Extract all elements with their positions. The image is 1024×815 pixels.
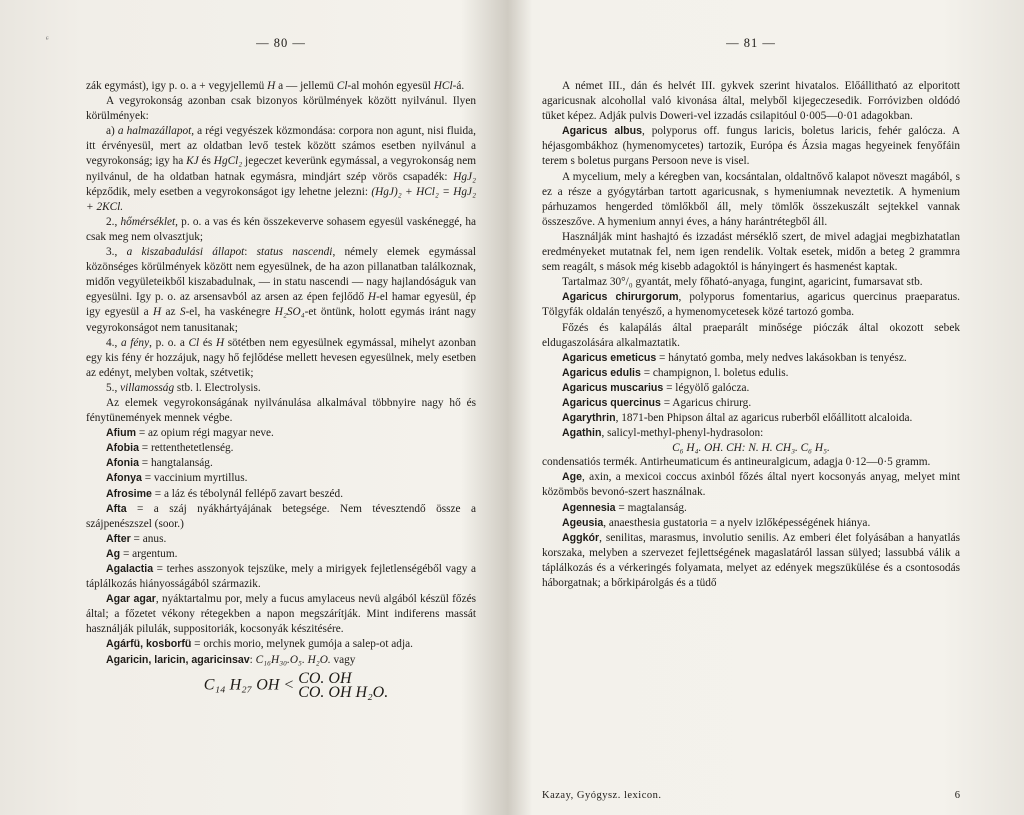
paragraph: Agaricus albus, polyporus off. fungus laricis, boletus laricis, fehér galócza. A héjasgombákhoz (hymenomycetes) tartozik, Európa és Ázsia magas hegyeinek fenyőfáin terem s boletus purgans Persoon neve is visel. bbox=[542, 125, 960, 168]
entry-headword: Afonya bbox=[106, 472, 142, 485]
entry-headword: Agaricus chirurgorum bbox=[562, 291, 679, 304]
entry-headword: Agaricin, laricin, agaricinsav bbox=[106, 653, 250, 666]
entry-headword: Agennesia bbox=[562, 501, 616, 514]
paragraph: Afrosime = a láz és tébolynál fellépő zavart beszéd. bbox=[106, 487, 344, 500]
paragraph: Agennesia = magtalanság. bbox=[562, 501, 687, 514]
signature-mark: Kazay, Gyógysz. lexicon. bbox=[542, 790, 662, 801]
entry-headword: Afobia bbox=[106, 442, 139, 455]
italic-term: H bbox=[215, 336, 225, 349]
italic-term: HCl bbox=[433, 80, 453, 92]
paragraph: Agarythrin, 1871-ben Phipson által az agaricus ruberből előállitott alcaloida. bbox=[562, 412, 913, 425]
entry-headword: Agaricus emeticus bbox=[562, 351, 657, 364]
paragraph: A német III., dán és helvét III. gykvek szerint hivatalos. Előállitható az elporitott agaricusnak alcohollal való kivonása által, melyből kijegeczesedik. Forróvizben oldódó tüket képez. Adják pulvis Doweri-vel izzadás csilapitóul 0·005—0·01 adagokban. bbox=[542, 80, 960, 123]
italic-term: a kiszabadulási állapot bbox=[126, 246, 245, 259]
paragraph: Agaricin, laricin, agaricinsav: C₁₆H₃₀.O₅. H₂O. vagy bbox=[106, 653, 356, 666]
formula-bottom: CO. OH H₂O. bbox=[298, 683, 389, 701]
entry-headword: Agaricus albus bbox=[562, 125, 642, 138]
paragraph: Ag = argentum. bbox=[106, 547, 178, 560]
entry-headword: Agaricus edulis bbox=[562, 366, 641, 379]
entry-headword: Afta bbox=[106, 502, 127, 515]
page-number: — 80 — bbox=[256, 36, 306, 50]
paragraph: Agaricus quercinus = Agaricus chirurg. bbox=[562, 396, 752, 409]
italic-term: villamosság bbox=[120, 381, 175, 394]
entry-headword: Agar agar bbox=[106, 593, 156, 606]
italic-term: a halmazállapot bbox=[117, 125, 192, 138]
paragraph: Afonya = vaccinium myrtillus. bbox=[106, 472, 248, 485]
paragraph: condensatiós termék. Antirheumaticum és antineuralgicum, adagja 0·12—0·5 gramm. bbox=[542, 456, 931, 469]
paragraph: Agárfü, kosborfü = orchis morio, melynek gumója a salep-ot adja. bbox=[106, 638, 413, 651]
paragraph: a) a halmazállapot, a régi vegyészek közmondása: corpora non agunt, nisi fluida, itt érvényesül, mert az oldatban levő testek között számos esetben nyilvánul a vegyrokonság; igy ha KJ és HgCl₂ jegeczet keverünk egymással, a vegyrokonság nem nyilvánul, de ha oldatban hatnak egymásra, mindjárt szép vörös csapadék: HgJ₂ képződik, mely esetben a vegyrokonságot igy lehetne jelezni: (HgJ)₂ + HCl₂ = HgJ₂ + 2KCl. bbox=[86, 125, 476, 213]
italic-term: HgJ₂ bbox=[453, 170, 476, 183]
paragraph: Ageusia, anaesthesia gustatoria = a nyelv izlőképességének hiánya. bbox=[562, 516, 871, 529]
italic-term: Cl bbox=[336, 80, 348, 92]
paragraph: 2., hőmérséklet, p. o. a vas és kén összekeverve sohasem egyesül vaskéneggé, ha csak meg nem olvasztjuk; bbox=[86, 215, 476, 243]
paragraph: Afonia = hangtalanság. bbox=[106, 457, 213, 470]
entry-headword: Ag bbox=[106, 547, 121, 560]
entry-headword: Ageusia bbox=[562, 516, 604, 529]
right-page bbox=[520, 0, 1024, 815]
paragraph: Agaricus chirurgorum, polyporus fomentarius, agaricus quercinus praeparatus. Tölgyfák oldalán tenyésző, a hymenomycetesek közé tartozó gomba. bbox=[542, 291, 960, 319]
left-page-text bbox=[86, 79, 476, 668]
left-page bbox=[0, 0, 498, 815]
paragraph: Agaricus muscarius = légyölő galócza. bbox=[562, 381, 750, 394]
paragraph: After = anus. bbox=[106, 532, 167, 545]
formula-fraction bbox=[298, 669, 389, 701]
entry-headword: Afrosime bbox=[106, 487, 152, 500]
paragraph: Főzés és kalapálás által praeparált minőségе pióczák által okozott sebek eldugaszolására alkalmaztatik. bbox=[542, 321, 960, 349]
entry-headword: Agárfü, kosborfü bbox=[106, 638, 192, 651]
entry-headword: Agaricus quercinus bbox=[562, 396, 661, 409]
italic-term: C₁₆H₃₀.O₅. H₂O. bbox=[255, 653, 331, 666]
entry-headword: Agathin bbox=[562, 427, 602, 440]
formula-top: CO. OH bbox=[298, 669, 352, 687]
paragraph: 4., a fény, p. o. a Cl és H sötétben nem egyesülnek egymással, mihelyt azonban egy kis fény ér hozzájuk, nagy hő fejlődése mellett hevesen egyesülnek, mely esetben az edényt, melyben voltak, szétvetik; bbox=[86, 336, 476, 379]
italic-term: hőmérséklet bbox=[120, 215, 176, 228]
italic-term: HgCl₂ bbox=[213, 155, 243, 168]
paragraph: Agar agar, nyáktartalmu por, mely a fucus amylaceus nevü algából készül főzés által; a főzetet vékony rétegekben a napon megszárítják. Mint indiferens massát használják pilulák, suppositoriák, kocsonyák készitésére. bbox=[86, 593, 477, 636]
paragraph: Agaricus emeticus = hánytató gomba, mely nedves lakásokban is tenyész. bbox=[562, 351, 907, 364]
margin-mark: ᶝ bbox=[46, 34, 49, 45]
paragraph: Agaricus edulis = champignon, l. boletus edulis. bbox=[562, 366, 789, 379]
signature-number: 6 bbox=[954, 790, 960, 801]
paragraph: Afobia = rettenthetetlenség. bbox=[106, 442, 234, 455]
paragraph: Afta = a száj nyákhártyájának betegsége. Nem tévesztendő össze a szájpenészszel (soor.) bbox=[86, 502, 476, 530]
entry-headword: Afium bbox=[106, 427, 137, 440]
italic-term: H bbox=[367, 291, 377, 304]
entry-headword: Aggkór bbox=[562, 531, 600, 544]
agaricin-formula bbox=[116, 669, 476, 701]
italic-term: Cl bbox=[188, 336, 200, 349]
italic-term: S bbox=[179, 306, 186, 319]
italic-term: (HgJ)₂ + HCl₂ = HgJ₂ + 2KCl. bbox=[86, 185, 476, 213]
paragraph: Használják mint hashajtó és izzadást mérséklő szert, de mivel adagjai megbizhatatlan eredményeket mutatnak fel, nem igen rendelik. Voltak esetek, midőn a beteg 2 grammra sem reagált, s mások még kisebb adagoktól is hányingert és hasmenést kaptak. bbox=[542, 230, 960, 274]
paragraph: zák egymást), igy p. o. a + vegyjellemü H a — jellemü Cl-al mohón egyesül HCl-á. bbox=[86, 80, 465, 92]
paragraph: Aggkór, senilitas, marasmus, involutio senilis. Az emberi élet folyásában a hanyatlás korszaka, melyben a szervezet fejlettségének magaslatáról lassan sülyed; lassubbá válik a táplálkozás és a vérkeringés folyamata, melyet az edények megszükülése és a csontosodás háborgatnak; a bőrkipárolgás és a tüdő bbox=[542, 531, 960, 589]
paragraph: Tartalmaz 30°/₀ gyantát, mely főható-anyaga, fungint, agaricint, fumarsavat stb. bbox=[562, 276, 923, 289]
italic-term: status nascendi bbox=[256, 246, 333, 259]
entry-headword: After bbox=[106, 532, 131, 545]
paragraph: 5., villamosság stb. l. Electrolysis. bbox=[106, 381, 261, 394]
entry-headword: Agaricus muscarius bbox=[562, 381, 664, 394]
paragraph: Age, axin, a mexicoi coccus axinból főzés által nyert kocsonyás anyag, melyet mint közömbös bevonó-szert használnak. bbox=[542, 471, 960, 499]
paragraph: Afium = az opium régi magyar neve. bbox=[106, 427, 274, 440]
paragraph bbox=[542, 441, 960, 455]
italic-term: H bbox=[153, 306, 162, 319]
formula-left: C₁₄ H₂₇ OH < bbox=[203, 676, 295, 694]
italic-term: H₂SO₄ bbox=[274, 306, 305, 319]
italic-term: a fény bbox=[120, 336, 150, 349]
italic-term: KJ bbox=[186, 155, 199, 168]
right-page-text bbox=[542, 79, 960, 591]
page-footer bbox=[542, 790, 960, 801]
entry-headword: Agarythrin bbox=[562, 412, 616, 425]
paragraph: 3., a kiszabadulási állapot: status nascendi, némely elemek egymással közönséges körülmények között nem egyesülnek, de ha azon pillanatban találkoznak, midőn vegyületeikből kiszabadulnak, — in statu nascendi — nagy hajlandóságuk van egyesülni. Igy p. o. az arsensavból az arsen az épen fejlődő H-el hamar egyesül, ép igy egyesül a H az S-el, ha vaskénegre H₂SO₄-et öntünk, holott egymás iránt nagy vegyrokonságot nem tanusitanak; bbox=[86, 246, 476, 334]
paragraph: Az elemek vegyrokonságának nyilvánulása alkalmával többnyire nagy hő és fénytünemények mennek végbe. bbox=[86, 396, 476, 425]
page-number: — 81 — bbox=[726, 36, 776, 50]
paragraph: A mycelium, mely a kéregben van, kocsántalan, oldaltnővő kalapot növeszt magából, s ez a része a gyógytárban tartott agaricusnak, s hymeniumnak neveztetik. A hymenium párhuzamos hengerded tömlőkből áll, mely tömlők összekuszált sejtekkel vannak összeszőve. A hymenium annyi éves, a hány harántrétegből áll. bbox=[542, 170, 960, 228]
italic-term: C₆ H₄. OH. CH: N. H. CH₃. C₆ H₅. bbox=[672, 442, 830, 455]
italic-term: H bbox=[267, 80, 276, 92]
paragraph: Agathin, salicyl-methyl-phenyl-hydrasolon: bbox=[562, 427, 764, 440]
paragraph: Agalactia = terhes asszonyok tejszüke, mely a mirigyek fejletlenségéből vagy a táplálkozás hiányosságából származik. bbox=[86, 563, 476, 591]
entry-headword: Age bbox=[562, 471, 583, 484]
entry-headword: Agalactia bbox=[106, 563, 154, 575]
entry-headword: Afonia bbox=[106, 457, 139, 470]
paragraph: A vegyrokonság azonban csak bizonyos körülmények között nyilvánul. Ilyen körülmények: bbox=[86, 95, 476, 123]
